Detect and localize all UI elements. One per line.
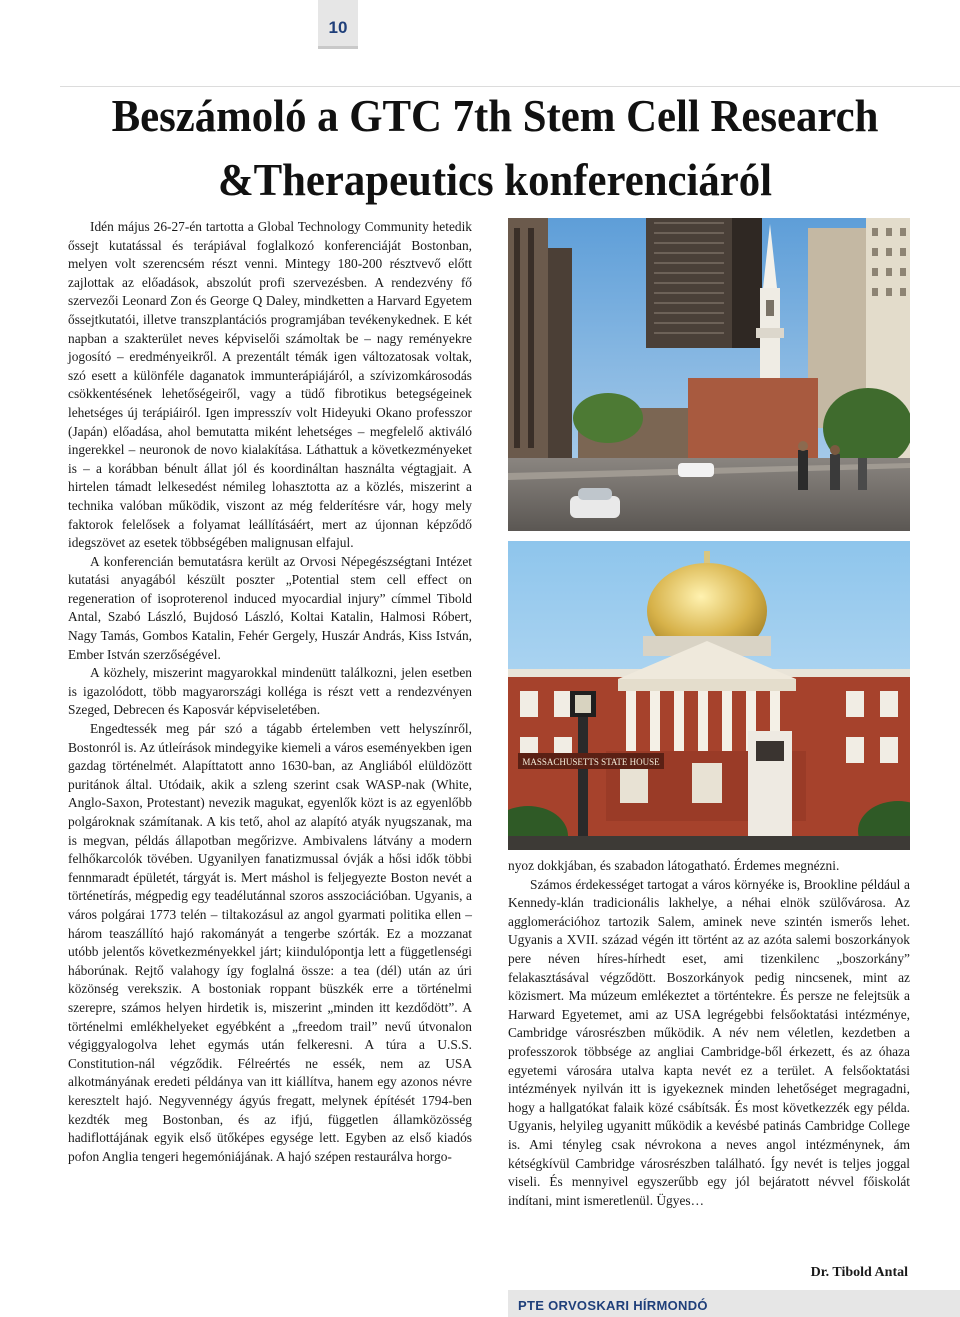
article-left-column — [68, 218, 472, 1166]
page-number: 10 — [328, 18, 348, 37]
article-title-line-1: Beszámoló a GTC 7th Stem Cell Research — [111, 90, 879, 141]
paragraph: Engedtessék meg pár szó a tágabb értelemben vett helyszínről, Bostonról is. Az útleírások mindegyike kiemeli a város eseményekben igen gazdag történelmét. Alapíttatott anno 1630-ban, az Angliából elüldözött puritánok által. Utódaik, akik a szleng szerint csak WASP-nak (White, Anglo-Saxon, Protestant) nevezik magukat, egyenlők közt is az egyenlőbb polgároknak számítanak. A kis tető, ahol az alapító atyák nyugszanak, ma is megvan, példás állapotban megőrizve. Ambivalens látvány a modern felhőkarcolók tövében. Ugyanilyen fanatizmussal óvják a hősi idők többi fennmaradt épületét, tárgyát is. Mert máshol is feljegyezte Boston nevét a történetírás, mégpedig egy teadélutánnal szoros asszociációban. Ugyanis, a város polgárai 1773 telén – tiltakozásul az angol gyarmati politika ellen – három teaszállító hajó rakományát a tengerbe szórták. Ez a mozzanat utóbb jelentős következményekkel járt; kiindulópontja lett a függetlenségi háborúnak. Rejtő valahogy így foglalná össze: a tea (dél) után az úri közönség vereksziк. A bostoniak roppant büszkék erre a történelmi szerepre, számos helyen hirdetik is, miszerint „minden itt kezdődött”. A történelmi emlékhelyeket egyébként a „freedom trail” nevű útvonalon végiggyalogolva lehet egymás után felkeresni. A túra a U.S.S. Constitution-nál végződik. Félreértés ne essék, nem az USA alkotmányának eredeti példánya van itt kiállítva, hanem egy azonos névre keresztelt hajó. Negyvennégy ágyús fregatt, melynek építését 1794-ben kezdték meg Bostonban, és az ifjú, független államközösség hadiflottájának egyik első ütőképes egysége lett. Egyben az első kiadós pofon Anglia tengeri hegemóniájának. A hajó szépen restaurálva horgo- — [68, 721, 472, 1164]
paragraph: Számos érdekességet tartogat a város környéke is, Brookline például a Kennedy-klán tradicionális lakhelye, a néhai elnök szülővárosa. Az agglomerációhoz tartozik Salem, aminek neve szintén ismerős lehet. Ugyanis a XVII. század végén itt történt az az azóta salemi boszorkányok pere néven híres-hírhedt eset, ami tizenkilenc „boszorkány” felakasztásával végződött. Boszorkányok pedig nincsenek, mint az közismert. Ma múzeum emlékeztet a történtekre. És persze ne felejtsük a Harward Egyetemet, ami az USA legrégebbi felsőoktatási intézménye, Cambridge városrészben működik. A név nem véletlen, kezdetben a professzorok többsége az angliai Cambridge-ből érkezett, és az óhaza egyetemi városára utalva kapta nevét ez a terület. A felsőoktatási intézmények nyilván itt is igyekeznek minden lehetőséget megragadni, hogy a hallgatókat falaik közé csábítsák. És most következzék egy példa. Ugyanis, helyileg ugyanitt működik a kevésbé patinás Cambridge College is. Ami tényleg csak névrokona a neves angol intézménynek, ám kétségkívül Cambridge városrészben található. Így nevét is teljes joggal viseli. És mennyivel egyszerűbb egy jól bejáratott névvel főiskolát indítani, mint ismeretlenül. Ügyes… — [508, 876, 910, 1208]
paragraph: Idén május 26-27-én tartotta a Global Technology Community hetedik őssejt kutatással és terápiával foglalkozó konferenciáját Bostonban, melyen volt szerencsém részt venni. Mintegy 180-200 résztvevő előtt zajlottak az előadások, abszolút profi szervezésben. A rendezvény fő szervezői Leonard Zon és George Q Daley, mindketten a Harvard Egyetem őssejtkutatói, illetve transzplantációs programjában tevékenykednek. E két napban a szakterület neves képviselői számoltak be – nagy reményekre jogosító – eredményeikről. A prezentált témák igen változatosak voltak, szó esett a különféle daganatok immunterápiájáról, a szívizomkárosodás csökkentésének lehetőségeiről, vagy a tüdő fibrotikus betegségeinek lehetséges új terápiáiról. Igen impresszív volt Hideyuki Okano professzor (Japán) előadása, ahol bemutatta miként lehetséges – megfelelő aktiváló ingerekkel – neuronok de novo kialakítása. Láthattuk a következményeket is – a korábban bénult állat jól és koordináltan használta végtagjait. A hirtelen támadt lelkesedést némileg lohasztotta az a közlés, miszerint a technika valóban működik, viszont az még felderítésre vár, hogy mely faktorok felelősek a folyamat leállításáért, mert az újonnan képződő idegszövet az esetek többségében malignusan elfajul. — [68, 219, 472, 551]
page-number-tab — [318, 0, 358, 49]
article-right-column — [508, 857, 910, 1210]
paragraph: nyoz dokkjában, és szabadon látogatható. Érdemes megnézni. — [508, 858, 840, 873]
paragraph: A közhely, miszerint magyarokkal mindenütt találkozni, jelen esetben is igazolódott, több magyarországi kolléga is részt vett a rendezvényen Szeged, Debrecen és Kaposvár képviseletében. — [68, 665, 472, 718]
state-house-photo — [508, 541, 910, 850]
publication-name: PTE ORVOSKARI HÍRMONDÓ — [518, 1298, 708, 1313]
article-title-line-2: &Therapeutics konferenciáról — [217, 154, 773, 205]
header-rule — [60, 86, 960, 87]
state-house-sign: MASSACHUSETTS STATE HOUSE — [522, 757, 660, 767]
paragraph: A konferencián bemutatásra került az Orvosi Népegészségtani Intézet kutatási anyagából készült poszter „Potential stem cell effect on regeneration of isoproterenol induced myocardial injury” címmel Tibold Antal, Szabó László, Bujdosó László, Koltai Katalin, Halmosi Róbert, Nagy Tamás, Gombos Katalin, Fehér Gergely, Huszár András, Kiss István, Ember István szerzőségével. — [68, 553, 472, 662]
boston-street-photo — [508, 218, 910, 531]
author-signature: Dr. Tibold Antal — [810, 1265, 908, 1280]
